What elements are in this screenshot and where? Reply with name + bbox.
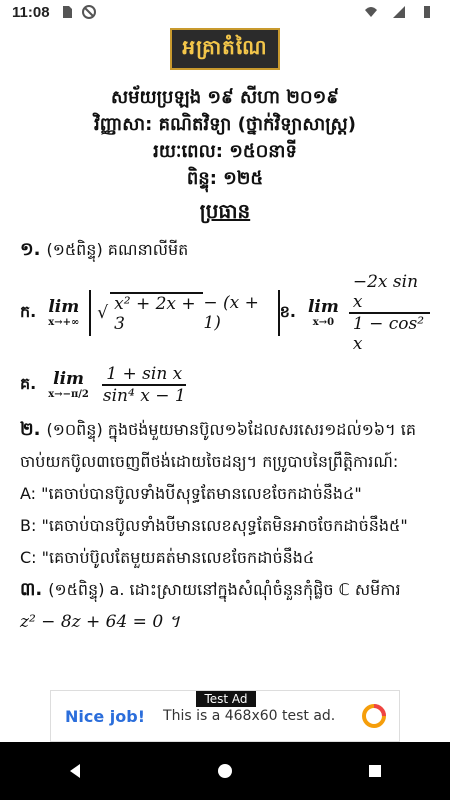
battery-icon: [420, 5, 434, 19]
question-1c: [20, 364, 430, 406]
exam-title: ប្រធាន: [199, 199, 251, 223]
limit-c-under: x→−π/2: [48, 388, 89, 400]
limit-c-fraction: [99, 364, 190, 406]
back-icon: [66, 762, 84, 780]
limit-c: [48, 368, 89, 400]
wifi-icon: [364, 5, 378, 19]
limit-c-denominator: sin⁴ x − 1: [102, 386, 186, 406]
limit-b-numerator: −2x sin x: [349, 272, 430, 314]
question-2-number: ២.: [20, 419, 41, 440]
spacer: [20, 638, 430, 690]
question-1c-label: គ.: [20, 374, 37, 393]
limit-a-sqrt: x² + 2x + 3: [110, 292, 203, 334]
limit-b-under: x→0: [312, 316, 335, 328]
limit-c-word: lim: [53, 368, 85, 389]
limit-a-under: x→+∞: [48, 316, 80, 328]
limit-a-rest: − (x + 1): [203, 293, 259, 333]
question-1-title: [20, 234, 430, 266]
recents-button[interactable]: [355, 751, 395, 791]
signal-icon: [392, 5, 406, 19]
ad-headline[interactable]: Nice job!: [65, 706, 146, 726]
app-header: [0, 24, 450, 74]
status-bar: [0, 0, 450, 24]
exam-subject: វិញ្ញាសា: គណិតវិទ្យា (ថ្នាក់វិទ្យាសាស្ត្រ): [94, 114, 356, 135]
do-not-disturb-icon: [82, 5, 96, 19]
ad-banner[interactable]: [50, 690, 400, 742]
question-1b: [280, 272, 430, 354]
limit-b-fraction: [349, 272, 430, 354]
question-2-event-c: C: "គេចាប់ប៊ូលតែមួយគត់មានលេខចែកដាច់នឹង៤: [20, 548, 315, 567]
question-1-row-ab: [20, 272, 430, 354]
question-2-title: [20, 414, 430, 446]
question-2-event-a: A: "គេចាប់បានប៊ូលទាំងបីសុទ្ធតែមានលេខចែកដាច់នឹង៤": [20, 484, 362, 503]
exam-duration: រយៈពេល: ១៥០នាទី: [153, 141, 297, 162]
home-button[interactable]: [205, 751, 245, 791]
back-button[interactable]: [55, 751, 95, 791]
question-1-text: (១៥ពិន្ទុ) គណនាលីមីត: [46, 240, 189, 259]
question-3-title: [20, 574, 430, 606]
question-3-number: ៣.: [20, 579, 43, 600]
home-icon: [216, 762, 234, 780]
ad-tag: Test Ad: [196, 691, 256, 707]
question-1a: [20, 290, 280, 336]
ad-text[interactable]: This is a 468x60 test ad.: [163, 708, 336, 724]
exam-content[interactable]: [0, 74, 450, 690]
logo-text: អគ្រាតំណៃ: [182, 35, 268, 59]
limit-a-word: lim: [48, 296, 80, 317]
limit-b-word: lim: [307, 296, 339, 317]
question-1b-label: ខ.: [279, 302, 296, 321]
limit-a: [48, 296, 80, 328]
recents-icon: [366, 762, 384, 780]
limit-c-numerator: 1 + sin x: [102, 364, 186, 386]
limit-b: [307, 296, 339, 328]
question-1a-label: ក.: [20, 302, 37, 321]
app-logo: [170, 28, 280, 70]
clock: 11:08: [12, 3, 50, 21]
question-2-text: (១០ពិន្ទុ) ក្នុងថង់មួយមានប៊ូល១៦ដែលសរសេរ១ដល់១៦។ គេ: [46, 420, 416, 439]
limit-a-bracket: √ x² + 2x + 3 − (x + 1): [89, 290, 279, 336]
exam-session: សម័យប្រឡង ១៩ សីហា ២០១៩: [110, 87, 340, 108]
question-1-number: ១.: [20, 239, 41, 260]
question-3-text: (១៥ពិន្ទុ) a. ដោះស្រាយនៅក្នុងសំណុំចំនួនកុំផ្លិច ℂ សមីការ: [48, 580, 401, 599]
ad-logo-icon[interactable]: [361, 703, 387, 729]
question-3-equation: z² − 8z + 64 = 0 ។: [20, 612, 180, 632]
system-nav-bar: [0, 742, 450, 800]
sd-card-icon: [60, 5, 74, 19]
limit-b-denominator: 1 − cos² x: [352, 314, 425, 354]
question-2-event-b: B: "គេចាប់បានប៊ូលទាំងបីមានលេខសុទ្ធតែមិនអាចចែកដាច់នឹង៥": [20, 516, 408, 535]
question-2-line2: ចាប់យកប៊ូល៣ចេញពីថង់ដោយចៃដន្យ។ កប្រូបាបនៃព្រឹត្តិការណ៍:: [20, 452, 399, 471]
exam-score: ពិន្ទុ: ១២៥: [186, 168, 264, 189]
